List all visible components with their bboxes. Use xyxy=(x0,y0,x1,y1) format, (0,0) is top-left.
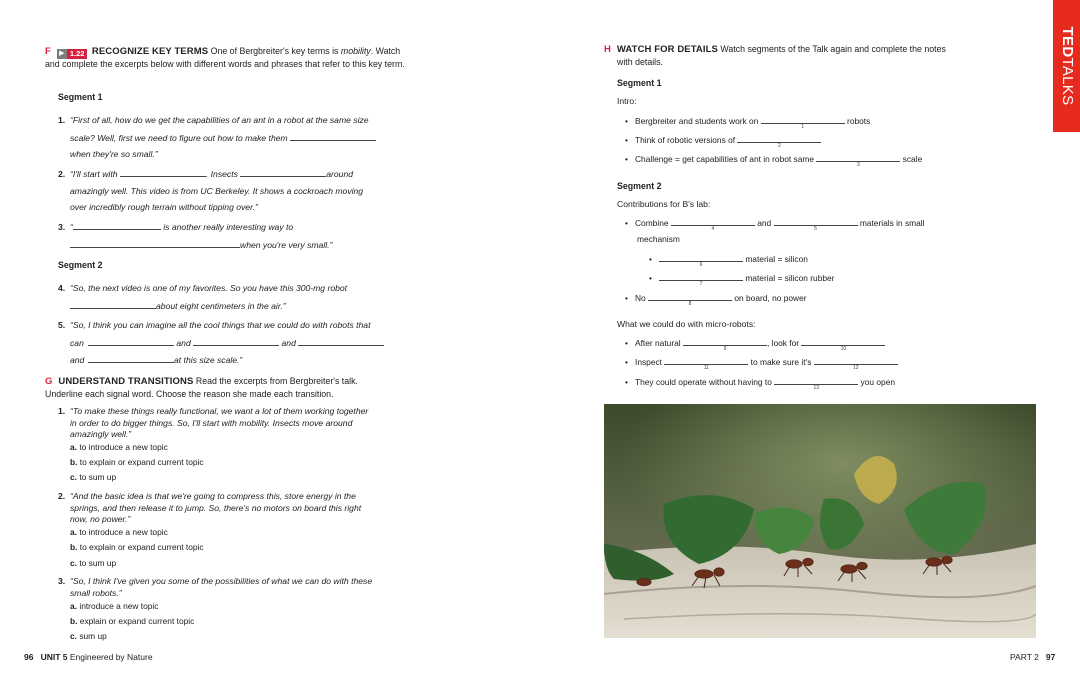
blank-11[interactable] xyxy=(664,356,748,371)
option-letter: b. xyxy=(70,457,78,467)
q5-blank-1[interactable] xyxy=(88,337,174,346)
blank-number: 8 xyxy=(688,301,692,307)
option-letter: a. xyxy=(70,527,77,537)
blank-2[interactable] xyxy=(737,134,821,149)
page-number-left: 96 xyxy=(24,652,34,662)
section-h-title: WATCH FOR DETAILS xyxy=(616,44,718,55)
blank-number: 10 xyxy=(840,346,847,352)
q4-blank[interactable] xyxy=(70,300,156,309)
g2-option-c[interactable] xyxy=(70,558,116,569)
note-s2-b1-cont: mechanism xyxy=(637,234,680,244)
h-segment-2-title: Segment 2 xyxy=(617,181,662,191)
q2-text-c: around xyxy=(326,169,354,179)
q3-text-b: is another really interesting way to xyxy=(163,222,294,232)
option-text: explain or expand current topic xyxy=(79,616,195,626)
question-3 xyxy=(58,221,408,251)
section-g-letter: G xyxy=(45,376,53,387)
q5-text-and-3: and xyxy=(70,355,85,366)
transition-item-1 xyxy=(58,406,398,441)
blank-10[interactable] xyxy=(801,337,885,352)
note-s1-b2: • Think of robotic versions of 2 xyxy=(625,134,821,146)
blank-number: 7 xyxy=(699,281,703,287)
blank-1[interactable] xyxy=(761,115,845,130)
option-letter: c. xyxy=(70,472,77,482)
blank-number: 9 xyxy=(723,346,727,352)
g1-quote-2: in order to do bigger things. So, I'll start with mobility. Insects move around xyxy=(70,417,353,428)
q3-blank-1[interactable] xyxy=(73,221,161,230)
g3-option-b[interactable] xyxy=(70,616,194,627)
q1-blank[interactable] xyxy=(290,132,376,141)
g3-quote-1: “So, I think I've given you some of the possibilities of what we can do with these xyxy=(70,576,373,586)
note-text: material = silicon xyxy=(745,254,808,264)
blank-number: 3 xyxy=(856,162,860,168)
q2-line3: over incredibly rough terrain without tipping over.” xyxy=(70,202,258,213)
note-text: After natural xyxy=(635,338,681,348)
blank-8[interactable] xyxy=(648,292,732,307)
note-text: you open xyxy=(860,377,896,387)
option-text: introduce a new topic xyxy=(79,601,159,611)
question-1 xyxy=(58,115,408,161)
note-text: , look for xyxy=(766,338,800,348)
note-text: Challenge = get capabilities of ant in robot same xyxy=(635,154,815,164)
section-f-letter: F xyxy=(45,46,51,57)
option-letter: a. xyxy=(70,601,77,611)
g1-number: 1. xyxy=(58,406,66,416)
segment-2-title: Segment 2 xyxy=(58,260,103,270)
section-h-intro-1: Watch segments of the Talk again and complete the notes xyxy=(720,44,946,54)
leafcutter-ants-photo xyxy=(604,404,1036,638)
q4-line2: about eight centimeters in the air.” xyxy=(156,300,286,311)
g2-quote-2: springs, and then release it to jump. So, there's no motors on board this right xyxy=(70,502,362,513)
option-text: to introduce a new topic xyxy=(79,442,168,452)
q5-line1: “So, I think you can imagine all the cool things that we could do with robots that xyxy=(70,320,371,330)
blank-13[interactable] xyxy=(774,376,858,391)
g2-option-b[interactable] xyxy=(70,542,204,553)
q5-text-and-1: and xyxy=(176,337,191,348)
q3-text-a: “ xyxy=(70,222,73,232)
section-h-intro-2: with details. xyxy=(617,56,663,67)
g2-option-a[interactable] xyxy=(70,527,168,538)
blank-number: 1 xyxy=(801,124,805,130)
blank-number: 13 xyxy=(813,385,819,391)
note-s2-b4: • No 8 on board, no power xyxy=(625,293,807,307)
q5-line3: at this size scale.” xyxy=(174,355,243,366)
option-letter: a. xyxy=(70,442,77,452)
blank-number: 5 xyxy=(814,226,817,232)
section-h-letter: H xyxy=(604,44,611,55)
q3-line2: when you're very small.” xyxy=(240,239,333,250)
option-letter: b. xyxy=(70,616,78,626)
option-letter: c. xyxy=(70,631,77,641)
q5-text-can: can xyxy=(70,337,84,348)
section-g-header xyxy=(45,376,385,401)
note-s1-b3: • Challenge = get capabilities of ant in robot same 3 scale xyxy=(625,154,923,168)
blank-number: 11 xyxy=(703,365,709,371)
blank-7[interactable] xyxy=(659,272,743,287)
note-text: to make sure it's xyxy=(750,357,812,367)
ted-logo-bold: TED xyxy=(1058,26,1076,58)
footer-left xyxy=(24,652,153,663)
q1-line3: when they're so small.” xyxy=(70,149,158,160)
q2-blank-2[interactable] xyxy=(240,168,326,177)
blank-number: 2 xyxy=(778,143,781,149)
right-page xyxy=(540,0,1080,700)
option-letter: b. xyxy=(70,542,78,552)
note-text: No xyxy=(635,293,646,303)
g1-quote-3: amazingly well.” xyxy=(70,429,132,440)
note-s1-b1: • Bergbreiter and students work on 1 robots xyxy=(625,116,871,130)
ted-logo-light: TALKS xyxy=(1058,57,1076,106)
q5-blank-4[interactable] xyxy=(88,354,174,363)
section-f-header xyxy=(45,46,405,71)
g3-quote-2: small robots.” xyxy=(70,587,122,598)
section-f-key-term: mobility xyxy=(340,46,371,56)
intro-label: Intro: xyxy=(617,96,637,106)
q4-number: 4. xyxy=(58,283,66,293)
part-label: PART 2 xyxy=(1010,652,1039,662)
note-text: Bergbreiter and students work on xyxy=(635,116,759,126)
g2-quote-1: “And the basic idea is that we're going to compress this, store energy in the xyxy=(70,491,356,501)
q1-line1: “First of all, how do we get the capabilities of an ant in a robot at the same size xyxy=(70,115,369,125)
blank-number: 12 xyxy=(852,365,859,371)
blank-3[interactable] xyxy=(816,153,900,168)
note-text: Combine xyxy=(635,218,669,228)
note-text: and xyxy=(757,218,772,228)
transition-item-2 xyxy=(58,491,398,526)
note-text: robots xyxy=(847,116,871,126)
q2-line2: amazingly well. This video is from UC Berkeley. It shows a cockroach moving xyxy=(70,185,364,196)
blank-12[interactable] xyxy=(814,356,898,371)
blank-4[interactable] xyxy=(671,217,755,232)
q5-blank-2[interactable] xyxy=(193,337,279,346)
contributions-label: Contributions for B's lab: xyxy=(617,199,711,209)
option-text: sum up xyxy=(79,631,107,641)
g1-option-b[interactable] xyxy=(70,457,204,468)
note-m-b1: • After natural 9 , look for 10 xyxy=(625,337,885,349)
note-text: They could operate without having to xyxy=(635,377,772,387)
footer-right xyxy=(1010,652,1055,663)
note-text: scale xyxy=(902,154,923,164)
g1-quote-1: “To make these things really functional, we want a lot of them working together xyxy=(70,406,369,416)
unit-title: Engineered by Nature xyxy=(69,652,153,662)
q2-blank-1[interactable] xyxy=(120,168,206,177)
q1-line2: scale? Well, first we need to figure out how to make them xyxy=(70,132,288,143)
ted-talks-logo xyxy=(1053,0,1080,132)
section-h-header xyxy=(604,44,964,69)
blank-number: 6 xyxy=(699,262,703,268)
question-2 xyxy=(58,168,408,214)
question-5 xyxy=(58,320,408,367)
note-text: materials in small xyxy=(859,218,925,228)
option-text: to introduce a new topic xyxy=(79,527,168,537)
g1-option-c[interactable] xyxy=(70,472,116,483)
note-m-b3: • They could operate without having to 13 you open xyxy=(625,377,896,391)
option-text: to explain or expand current topic xyxy=(79,542,204,552)
option-letter: c. xyxy=(70,558,77,568)
segment-1-title: Segment 1 xyxy=(58,92,103,102)
transition-item-3 xyxy=(58,576,398,599)
g2-number: 2. xyxy=(58,491,66,501)
q3-blank-2[interactable] xyxy=(70,239,240,248)
option-text: to sum up xyxy=(79,472,117,482)
q2-text-b: . Insects xyxy=(205,169,238,179)
q2-number: 2. xyxy=(58,169,66,179)
play-icon[interactable]: ▶ xyxy=(57,49,67,59)
blank-number: 4 xyxy=(711,226,715,232)
blank-9[interactable] xyxy=(683,337,767,352)
h-segment-1-title: Segment 1 xyxy=(617,78,662,88)
q4-line1: “So, the next video is one of my favorites. So you have this 300-mg robot xyxy=(70,283,348,293)
section-g-intro: Read the excerpts from Bergbreiter's talk. Underline each signal word. Choose the reason she made each transition. xyxy=(45,376,358,399)
micro-robots-label: What we could do with micro-robots: xyxy=(617,319,756,329)
unit-label: UNIT 5 xyxy=(40,652,68,662)
video-badge[interactable] xyxy=(57,49,88,59)
q5-blank-3[interactable] xyxy=(298,337,384,346)
section-f-title: RECOGNIZE KEY TERMS xyxy=(91,46,209,57)
option-text: to explain or expand current topic xyxy=(79,457,204,467)
g1-option-a[interactable] xyxy=(70,442,168,453)
section-f-intro-b: . Watch and complete the excerpts below with different words and phrases that refer to this key term. xyxy=(45,46,405,69)
q1-number: 1. xyxy=(58,115,66,125)
q2-text-a: “I'll start with xyxy=(70,169,118,179)
g2-quote-3: now, no power.” xyxy=(70,514,131,525)
blank-5[interactable] xyxy=(774,217,858,232)
note-s2-b1: • Combine 4 and 5 materials in small xyxy=(625,218,925,232)
note-text: on board, no power xyxy=(734,293,807,303)
g3-option-c[interactable] xyxy=(70,631,107,642)
video-number: 1.22 xyxy=(67,49,88,59)
note-s2-b2: • 6 material = silicon xyxy=(649,254,808,268)
note-s2-b3: • 7 material = silicon rubber xyxy=(649,273,835,287)
question-4 xyxy=(58,283,408,312)
option-text: to sum up xyxy=(79,558,117,568)
note-text: Inspect xyxy=(635,357,663,367)
note-text: material = silicon rubber xyxy=(745,273,835,283)
section-g-title: UNDERSTAND TRANSITIONS xyxy=(58,376,194,387)
g3-option-a[interactable] xyxy=(70,601,158,612)
page-number-right: 97 xyxy=(1045,652,1056,662)
note-m-b2: • Inspect 11 to make sure it's 12 xyxy=(625,356,898,368)
q5-text-and-2: and xyxy=(281,337,296,348)
section-f-intro-a: One of Bergbreiter's key terms is xyxy=(210,46,341,56)
q5-number: 5. xyxy=(58,320,66,330)
note-text: Think of robotic versions of xyxy=(635,135,736,145)
q3-number: 3. xyxy=(58,222,66,232)
g3-number: 3. xyxy=(58,576,66,586)
